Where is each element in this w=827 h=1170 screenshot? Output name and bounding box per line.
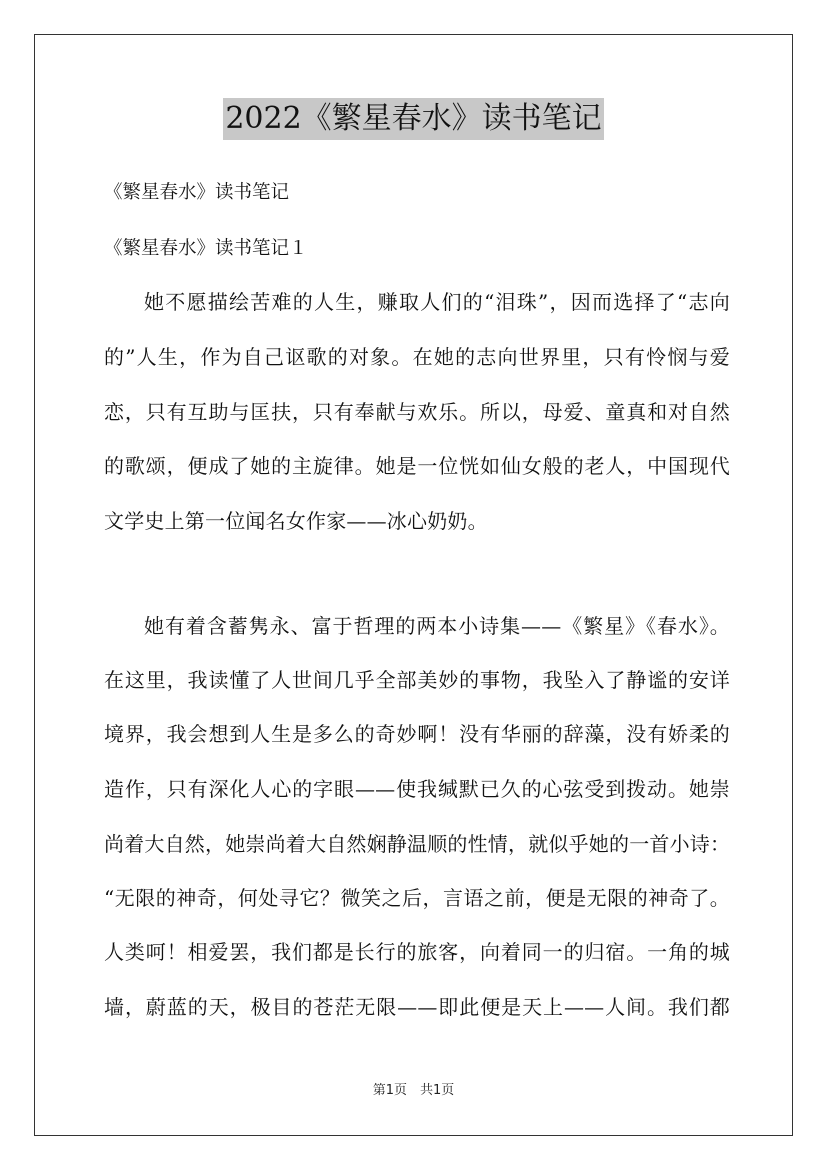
title-container bbox=[0, 98, 827, 140]
subtitle-2: 《繁星春水》读书笔记１ bbox=[104, 238, 308, 259]
paragraph-2-line-2: 在这里，我读懂了人世间几乎全部美妙的事物，我坠入了静谧的安详 bbox=[104, 668, 730, 692]
paragraph-2-line-6: “无限的神奇，何处寻它？微笑之后，言语之前，便是无限的神奇了。 bbox=[104, 886, 730, 910]
paragraph-2-line-8: 墙，蔚蓝的天，极目的苍茫无限——即此便是天上——人间。我们都 bbox=[104, 995, 730, 1019]
paragraph-2-line-7: 人类呵！相爱罢，我们都是长行的旅客，向着同一的归宿。一角的城 bbox=[104, 940, 730, 964]
paragraph-1-line-5: 文学史上第一位闻名女作家——冰心奶奶。 bbox=[104, 509, 488, 533]
paragraph-2-line-3: 境界，我会想到人生是多么的奇妙啊！没有华丽的辞藻，没有娇柔的 bbox=[104, 722, 730, 746]
page-footer: 第1页 共1页 bbox=[372, 1083, 455, 1098]
paragraph-1-line-3: 恋，只有互助与匡扶，只有奉献与欢乐。所以，母爱、童真和对自然 bbox=[104, 400, 730, 424]
paragraph-1-line-2: 的”人生，作为自己讴歌的对象。在她的志向世界里，只有怜悯与爱 bbox=[104, 345, 730, 369]
paragraph-1-line-4: 的歌颂，便成了她的主旋律。她是一位恍如仙女般的老人，中国现代 bbox=[104, 454, 730, 478]
subtitle-1: 《繁星春水》读书笔记 bbox=[104, 182, 290, 203]
paragraph-2-line-1: 她有着含蓄隽永、富于哲理的两本小诗集——《繁星》《春水》。 bbox=[144, 614, 730, 638]
paragraph-2-line-5: 尚着大自然，她崇尚着大自然娴静温顺的性情，就似乎她的一首小诗： bbox=[104, 832, 731, 856]
document-title: 2022《繁星春水》读书笔记 bbox=[223, 98, 603, 140]
paragraph-2-line-4: 造作，只有深化人心的字眼——使我缄默已久的心弦受到拨动。她崇 bbox=[104, 777, 730, 801]
paragraph-1-line-1: 她不愿描绘苦难的人生，赚取人们的“泪珠”，因而选择了“志向 bbox=[144, 290, 730, 314]
